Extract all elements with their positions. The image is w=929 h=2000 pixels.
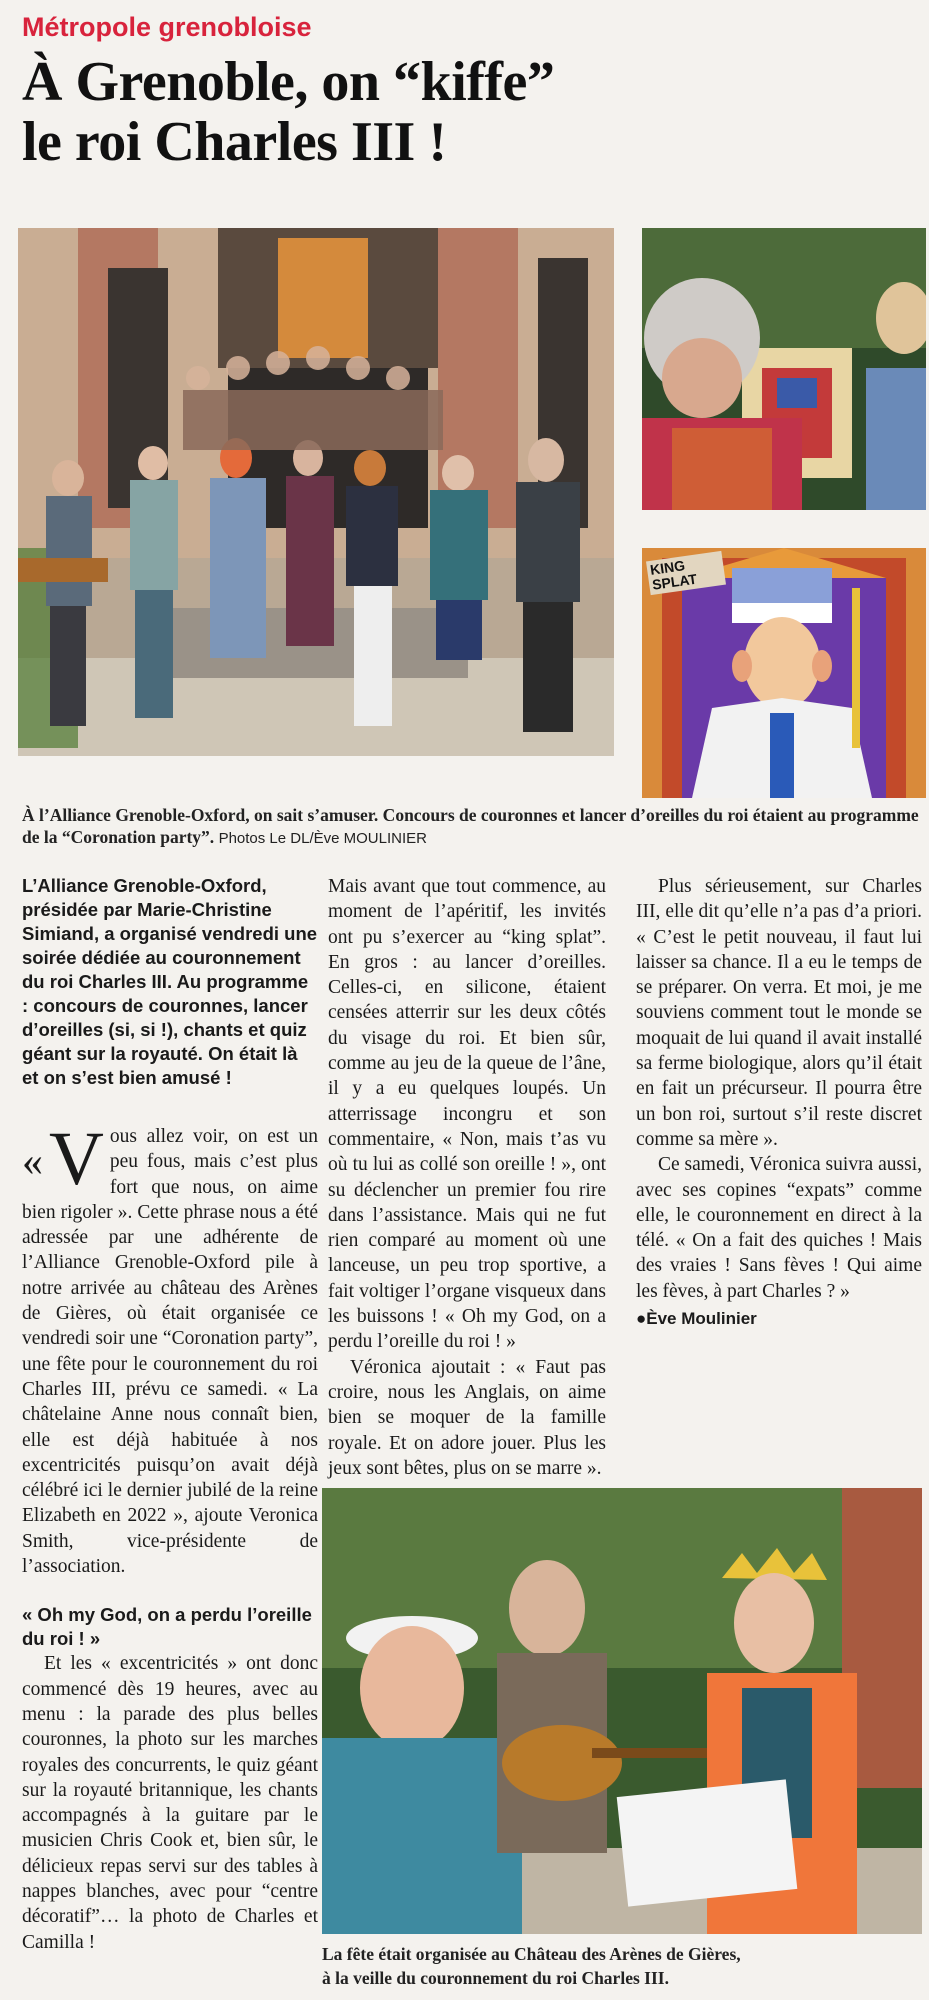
photo-crowns [642, 228, 926, 510]
headline-line-2: le roi Charles III ! [22, 111, 447, 173]
bottom-caption-line-1: La fête était organisée au Château des Arènes de Gières, [322, 1944, 741, 1964]
article-paragraph-2: Et les « excentricités » ont donc commencé dès 19 heures, avec au menu : la parade des plus belles couronnes, la photo sur les marches royales des concurrents, le quiz géant sur la royauté britannique, les chants accompagnés à la guitare par le musicien Chris Cook et, bien sûr, le délicieux repas servi sur des tables à nappes blanches, avec pour “centre décoratif”… la photo de Charles et Camilla ! [22, 1653, 318, 1953]
open-quote: « [22, 1139, 43, 1185]
article-column-2 [328, 874, 606, 1481]
drop-cap: V [49, 1117, 104, 1201]
subhead: « Oh my God, on a perdu l’oreille du roi ! » [22, 1604, 312, 1650]
bottom-photo-caption [322, 1942, 922, 1990]
article-column-3 [636, 874, 922, 1331]
photo-caption [22, 804, 922, 850]
author-byline: ●Ève Moulinier [636, 1309, 757, 1329]
headline [22, 52, 554, 172]
headline-line-1: À Grenoble, on “kiffe” [22, 51, 555, 113]
photo-credit: Photos Le DL/Ève MOULINIER [218, 830, 427, 847]
paragraph-1-text: ous allez voir, on est un peu fous, mais c’est plus fort que nous, on aime bien rigoler ». Cette phrase nous a été adressée par une adhérente de l’Alliance Grenoble-Oxford pile à notre arrivée au château des Arènes de Gières, où était organisée ce vendredi soir une “Coronation party”, une fête pour le couronnement du roi Charles III, prévu ce samedi. « La châtelaine Anne nous connaît bien, elle est déjà habituée à nos excentricités puisqu’on avait déjà célébré ici le dernier jubilé de la reine Elizabeth en 2022 », ajoute Veronica Smith, vice-présidente de l’association. [22, 1126, 318, 1578]
king-splat-sign: KING SPLAT [646, 551, 726, 595]
article-paragraph-3: Mais avant que tout commence, au moment de l’apéritif, les invités ont pu s’exercer au “king splat”. En gros : au lancer d’oreilles. Celles-ci, en silicone, étaient censées atterrir sur les deux côtés du visage du roi. Et bien sûr, comme au jeu de la queue de l’âne, il y a eu quelques loupés. Un atterrissage incongru et son commentaire, « Non, mais t’as vu où tu lui as collé son oreille ! », ont su déclencher un premier fou rire dans l’assistance. Mais qui ne fut rien comparé au moment où une lanceuse, un peu trop sportive, a fait voltiger l’organe visqueux dans les buissons ! « Oh my God, on a perdu l’oreille du roi ! » [328, 876, 606, 1353]
photo-caption-text: À l’Alliance Grenoble-Oxford, on sait s’amuser. Concours de couronnes et lancer d’oreilles du roi étaient au programme de la “Coronation party”. [22, 805, 919, 847]
article-paragraph-6: Ce samedi, Véronica suivra aussi, avec ses copines “expats” comme elle, le couronnement en direct à la télé. « On a fait des quiches ! Mais des vraies ! Sans fèves ! Qui aime les fèves, à part Charles ? » [636, 1154, 922, 1302]
photo-king-splat [642, 548, 926, 798]
article-paragraph-5: Plus sérieusement, sur Charles III, elle dit qu’elle n’a pas d’a priori. « C’est le petit nouveau, il faut lui laisser sa chance. Il a eu le temps de se préparer. On verra. Et moi, je me souviens comment tout le monde se moquait de lui quand il avait installé sa ferme biologique, alors qu’il était en fait un précurseur. Il pourra être un bon roi, surtout s’il reste discret comme sa mère ». [636, 876, 922, 1150]
article-paragraph-1 [22, 1117, 318, 1579]
section-kicker: Métropole grenobloise [22, 12, 312, 42]
article-paragraph-4: Véronica ajoutait : « Faut pas croire, nous les Anglais, on aime bien se moquer de la famille royale. Et on adore jouer. Plus les jeux sont bêtes, plus on se marre ». [328, 1356, 606, 1479]
article-column-1 [22, 874, 318, 1955]
bottom-caption-line-2: à la veille du couronnement du roi Charles III. [322, 1968, 669, 1988]
article-chapo: L’Alliance Grenoble-Oxford, présidée par Marie-Christine Simiand, a organisé vendredi une soirée dédiée au couronnement du roi Charles III. Au programme : concours de couronnes, lancer d’oreilles (si, si !), chants et quiz géant sur la royauté. On était là et on s’est bien amusé ! [22, 875, 318, 1088]
photo-party-guitar [322, 1488, 922, 1934]
group-photo [18, 228, 614, 756]
